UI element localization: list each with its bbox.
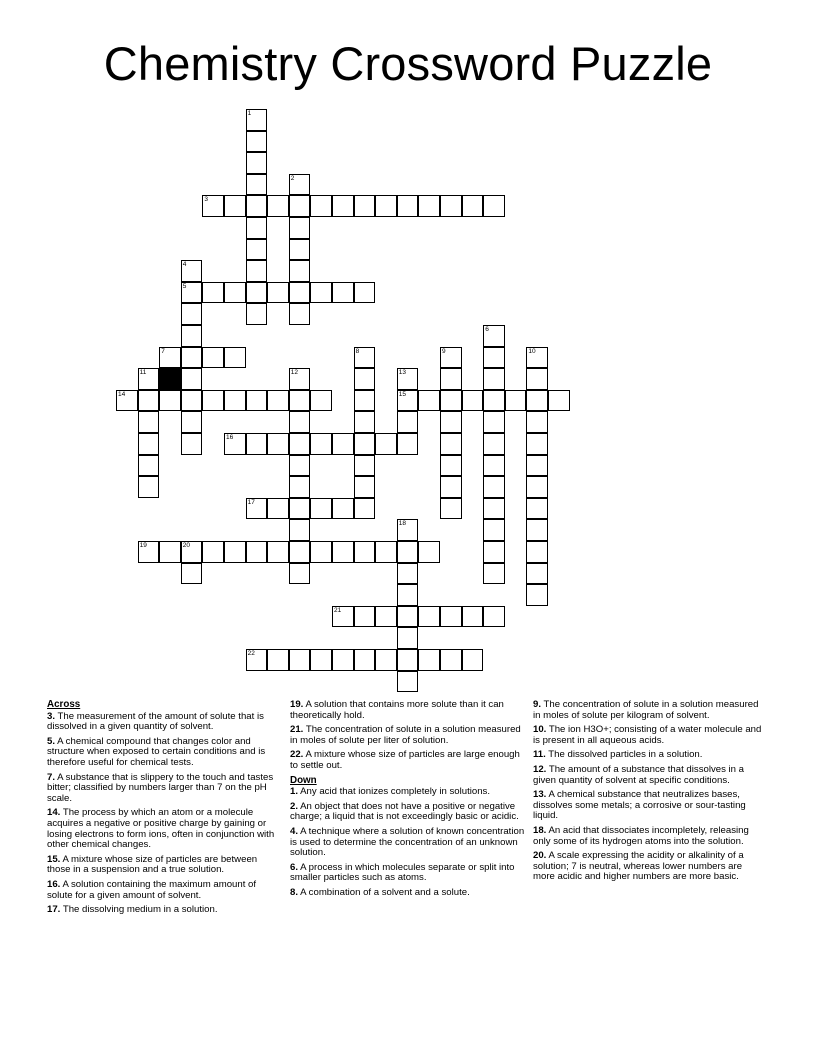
grid-cell[interactable] — [289, 282, 311, 304]
down-clue: 20. A scale expressing the acidity or alkalinity of a solution; 7 is neutral, whereas lower numbers are more acidic and higher numbers are more basic. — [533, 850, 744, 883]
grid-cell[interactable] — [138, 433, 160, 455]
clue-number: 2 — [290, 174, 295, 182]
clues-column-3 — [533, 700, 763, 887]
down-clue: 12. The amount of a substance that dissolves in a given quantity of solvent at specific conditions. — [533, 763, 745, 786]
grid-cell[interactable] — [440, 368, 462, 390]
grid-cell[interactable] — [483, 325, 505, 347]
grid-cell[interactable] — [246, 282, 268, 304]
grid-cell[interactable] — [397, 368, 419, 390]
grid-cell[interactable] — [354, 195, 376, 217]
clue-number: 11 — [139, 369, 147, 377]
grid-cell[interactable] — [267, 390, 289, 412]
grid-cell[interactable] — [310, 195, 332, 217]
grid-cell[interactable] — [526, 584, 548, 606]
grid-cell[interactable] — [397, 541, 419, 563]
grid-cell[interactable] — [267, 498, 289, 520]
grid-cell[interactable] — [354, 282, 376, 304]
grid-cell[interactable] — [181, 563, 203, 585]
grid-cell[interactable] — [310, 541, 332, 563]
down-clue: 4. A technique where a solution of known concentration is used to determine the concentration of an unknown solution. — [290, 825, 525, 859]
down-clue: 1. Any acid that ionizes completely in solutions. — [290, 786, 490, 798]
grid-cell[interactable] — [224, 541, 246, 563]
grid-cell[interactable] — [181, 411, 203, 433]
across-clue: 7. A substance that is slippery to the touch and tastes bitter; classified by numbers larger than 7 on the pH scale. — [47, 771, 274, 804]
grid-cell[interactable] — [354, 368, 376, 390]
across-clue: 14. The process by which an atom or a molecule acquires a negative or positive charge by gaining or losing electrons to form ions, often in conjunction with other chemical changes. — [47, 807, 275, 851]
grid-cell[interactable] — [267, 433, 289, 455]
down-clue: 18. An acid that dissociates incompletely, releasing only some of its hydrogen atoms into the solution. — [533, 824, 749, 847]
grid-cell[interactable] — [289, 476, 311, 498]
grid-cell[interactable] — [440, 195, 462, 217]
clue-number: 14 — [118, 390, 126, 398]
grid-cell[interactable] — [483, 606, 505, 628]
grid-cell[interactable] — [289, 368, 311, 390]
grid-cell[interactable] — [224, 433, 246, 455]
clue-number: 21 — [334, 606, 342, 614]
grid-cell[interactable] — [138, 390, 160, 412]
grid-cell[interactable] — [483, 433, 505, 455]
clue-number: 13 — [398, 369, 407, 377]
clue-number: 6 — [485, 326, 489, 333]
grid-cell[interactable] — [483, 390, 505, 412]
grid-cell[interactable] — [397, 584, 419, 606]
grid-cell[interactable] — [354, 498, 376, 520]
grid-cell[interactable] — [202, 282, 224, 304]
grid-cell[interactable] — [526, 390, 548, 412]
clue-number: 4 — [182, 261, 187, 269]
clue-number: 19 — [139, 542, 147, 549]
grid-cell[interactable] — [418, 390, 440, 412]
grid-cell[interactable] — [289, 649, 311, 671]
grid-cell[interactable] — [181, 325, 203, 347]
grid-cell[interactable] — [332, 433, 354, 455]
down-clue: 11. The dissolved particles in a solution. — [533, 749, 703, 761]
grid-cell[interactable] — [526, 498, 548, 520]
grid-cell[interactable] — [332, 195, 354, 217]
grid-cell[interactable] — [289, 239, 311, 261]
grid-cell[interactable] — [289, 390, 311, 412]
grid-cell[interactable] — [310, 498, 332, 520]
clue-number: 22 — [247, 650, 255, 657]
clue-number: 8 — [355, 347, 360, 355]
across-clue: 16. A solution containing the maximum amount of solute for a given amount of solvent. — [47, 878, 257, 901]
grid-cell[interactable] — [440, 649, 462, 671]
grid-cell[interactable] — [181, 282, 203, 304]
grid-cell[interactable] — [181, 303, 203, 325]
grid-cell[interactable] — [526, 541, 548, 563]
grid-cell[interactable] — [418, 195, 440, 217]
grid-cell[interactable] — [462, 606, 484, 628]
grid-cell[interactable] — [310, 649, 332, 671]
down-clue: 10. The ion H3O+; consisting of a water molecule and is present in all aqueous acids. — [533, 724, 762, 746]
grid-cell[interactable] — [483, 455, 505, 477]
grid-cell[interactable] — [526, 433, 548, 455]
grid-cell[interactable] — [138, 368, 160, 390]
grid-cell[interactable] — [397, 671, 419, 693]
grid-cell[interactable] — [354, 390, 376, 412]
grid-cell[interactable] — [224, 390, 246, 412]
grid-cell[interactable] — [202, 347, 224, 369]
grid-cell[interactable] — [462, 390, 484, 412]
grid-cell[interactable] — [397, 195, 419, 217]
grid-cell[interactable] — [397, 563, 419, 585]
clue-number: 18 — [398, 520, 407, 528]
clue-number: 20 — [182, 542, 191, 549]
clue-number: 17 — [247, 498, 255, 506]
down-clue: 6. A process in which molecules separate or split into smaller particles such as atoms. — [290, 861, 515, 884]
grid-cell[interactable] — [354, 411, 376, 433]
grid-cell[interactable] — [397, 627, 419, 649]
grid-cell[interactable] — [116, 390, 138, 412]
grid-cell[interactable] — [332, 498, 354, 520]
grid-cell[interactable] — [375, 649, 397, 671]
grid-cell[interactable] — [289, 260, 311, 282]
grid-cell[interactable] — [440, 476, 462, 498]
grid-cell[interactable] — [418, 606, 440, 628]
clues-column-2 — [290, 700, 526, 903]
grid-cell[interactable] — [462, 649, 484, 671]
grid-cell[interactable] — [289, 195, 311, 217]
grid-cell[interactable] — [483, 498, 505, 520]
grid-cell[interactable] — [332, 606, 354, 628]
grid-cell[interactable] — [224, 347, 246, 369]
grid-cell[interactable] — [354, 476, 376, 498]
grid-cell[interactable] — [289, 411, 311, 433]
grid-cell[interactable] — [440, 390, 462, 412]
grid-cell[interactable] — [483, 368, 505, 390]
clue-number: 7 — [161, 347, 165, 355]
grid-cell[interactable] — [310, 433, 332, 455]
grid-cell[interactable] — [246, 390, 268, 412]
grid-cell[interactable] — [246, 152, 268, 174]
grid-cell[interactable] — [483, 541, 505, 563]
across-clue: 17. The dissolving medium in a solution. — [47, 904, 218, 916]
grid-cell[interactable] — [397, 390, 419, 412]
grid-cell[interactable] — [397, 649, 419, 671]
grid-cell[interactable] — [246, 260, 268, 282]
down-clue: 8. A combination of a solvent and a solute. — [290, 886, 470, 898]
grid-cell[interactable] — [375, 541, 397, 563]
grid-cell[interactable] — [397, 519, 419, 541]
grid-cell[interactable] — [181, 541, 203, 563]
grid-cell[interactable] — [440, 433, 462, 455]
grid-cell[interactable] — [138, 411, 160, 433]
grid-cell[interactable] — [526, 455, 548, 477]
grid-cell[interactable] — [440, 411, 462, 433]
grid-cell[interactable] — [224, 195, 246, 217]
grid-cell[interactable] — [246, 195, 268, 217]
grid-cell[interactable] — [354, 347, 376, 369]
grid-cell[interactable] — [289, 217, 311, 239]
grid-cell[interactable] — [397, 606, 419, 628]
grid-cell[interactable] — [202, 195, 224, 217]
clue-number: 12 — [290, 369, 299, 377]
grid-cell[interactable] — [526, 368, 548, 390]
grid-cell[interactable] — [289, 455, 311, 477]
grid-cell[interactable] — [289, 174, 311, 196]
across-heading: Across — [47, 699, 81, 710]
grid-cell[interactable] — [440, 347, 462, 369]
grid-cell[interactable] — [289, 541, 311, 563]
grid-cell[interactable] — [246, 541, 268, 563]
grid-cell[interactable] — [310, 282, 332, 304]
grid-cell[interactable] — [354, 455, 376, 477]
grid-cell[interactable] — [440, 606, 462, 628]
across-clue: 5. A chemical compound that changes color and structure when exposed to certain conditions and is therefore useful for chemical tests. — [47, 735, 266, 768]
grid-cell[interactable] — [267, 649, 289, 671]
grid-cell[interactable] — [526, 476, 548, 498]
grid-cell[interactable] — [483, 563, 505, 585]
grid-cell[interactable] — [181, 390, 203, 412]
clue-number: 16 — [226, 434, 234, 441]
grid-cell[interactable] — [375, 606, 397, 628]
grid-cell[interactable] — [397, 411, 419, 433]
grid-cell[interactable] — [267, 195, 289, 217]
clues-column-1 — [47, 700, 279, 920]
grid-cell[interactable] — [159, 347, 181, 369]
grid-cell[interactable] — [375, 195, 397, 217]
grid-cell[interactable] — [138, 541, 160, 563]
clue-number: 1 — [247, 110, 252, 117]
grid-cell[interactable] — [310, 390, 332, 412]
grid-cell[interactable] — [246, 131, 268, 153]
grid-cell[interactable] — [246, 649, 268, 671]
grid-cell[interactable] — [159, 390, 181, 412]
grid-cell[interactable] — [354, 606, 376, 628]
grid-cell[interactable] — [548, 390, 570, 412]
across-clue: 21. The concentration of solute in a solution measured in moles of solute per liter of solution. — [290, 724, 521, 746]
down-clue: 13. A chemical substance that neutralizes bases, dissolves some metals; a corrosive or sour-tasting liquid. — [533, 789, 746, 822]
grid-cell[interactable] — [246, 303, 268, 325]
grid-cell[interactable] — [202, 390, 224, 412]
grid-cell[interactable] — [483, 347, 505, 369]
grid-cell[interactable] — [354, 433, 376, 455]
page-title: Chemistry Crossword Puzzle — [103, 37, 713, 90]
grid-cell[interactable] — [224, 282, 246, 304]
grid-cell[interactable] — [440, 498, 462, 520]
down-heading: Down — [290, 774, 317, 786]
grid-cell[interactable] — [246, 498, 268, 520]
grid-cell[interactable] — [289, 303, 311, 325]
grid-cell[interactable] — [246, 239, 268, 261]
across-clue: 19. A solution that contains more solute than it can theoretically hold. — [290, 699, 504, 721]
grid-cell[interactable] — [246, 174, 268, 196]
grid-cell[interactable] — [289, 498, 311, 520]
grid-cell[interactable] — [159, 541, 181, 563]
grid-cell[interactable] — [289, 563, 311, 585]
grid-cell[interactable] — [440, 455, 462, 477]
grid-cell[interactable] — [418, 649, 440, 671]
clue-number: 15 — [398, 390, 407, 398]
grid-cell[interactable] — [397, 433, 419, 455]
grid-cell[interactable] — [138, 455, 160, 477]
grid-cell[interactable] — [246, 109, 268, 131]
clue-number: 5 — [182, 282, 187, 290]
down-clue: 2. An object that does not have a positive or negative charge; a liquid that is not exceedingly basic or acidic. — [290, 800, 519, 823]
grid-cell[interactable] — [332, 541, 354, 563]
grid-cell[interactable] — [332, 282, 354, 304]
grid-cell[interactable] — [354, 541, 376, 563]
grid-cell[interactable] — [289, 519, 311, 541]
grid-cell[interactable] — [246, 217, 268, 239]
clue-number: 3 — [204, 196, 209, 204]
grid-cell[interactable] — [483, 411, 505, 433]
grid-cell[interactable] — [505, 390, 527, 412]
across-clue: 15. A mixture whose size of particles are between those in a suspension and a true solution. — [47, 853, 258, 876]
grid-cell[interactable] — [354, 649, 376, 671]
grid-cell[interactable] — [526, 519, 548, 541]
down-clue: 9. The concentration of solute in a solution measured in moles of solute per kilogram of solvent. — [533, 699, 759, 721]
across-clue: 3. The measurement of the amount of solute that is dissolved in a given quantity of solvent. — [47, 710, 264, 733]
grid-cell[interactable] — [483, 195, 505, 217]
grid-cell[interactable] — [138, 476, 160, 498]
grid-cell[interactable] — [483, 476, 505, 498]
grid-cell[interactable] — [202, 541, 224, 563]
grid-cell[interactable] — [526, 411, 548, 433]
grid-cell[interactable] — [246, 433, 268, 455]
clue-number: 10 — [528, 347, 536, 355]
grid-cell[interactable] — [181, 368, 203, 390]
grid-cell[interactable] — [483, 519, 505, 541]
grid-cell[interactable] — [181, 433, 203, 455]
grid-cell[interactable] — [267, 541, 289, 563]
grid-cell[interactable] — [289, 433, 311, 455]
grid-cell[interactable] — [526, 563, 548, 585]
grid-cell[interactable] — [181, 347, 203, 369]
grid-cell[interactable] — [375, 433, 397, 455]
across-clue: 22. A mixture whose size of particles are large enough to settle out. — [290, 749, 520, 771]
grid-cell[interactable] — [462, 195, 484, 217]
grid-block-cell — [159, 368, 181, 390]
grid-cell[interactable] — [332, 649, 354, 671]
grid-cell[interactable] — [418, 541, 440, 563]
grid-cell[interactable] — [181, 260, 203, 282]
clue-number: 9 — [442, 347, 446, 355]
grid-cell[interactable] — [526, 347, 548, 369]
grid-cell[interactable] — [267, 282, 289, 304]
